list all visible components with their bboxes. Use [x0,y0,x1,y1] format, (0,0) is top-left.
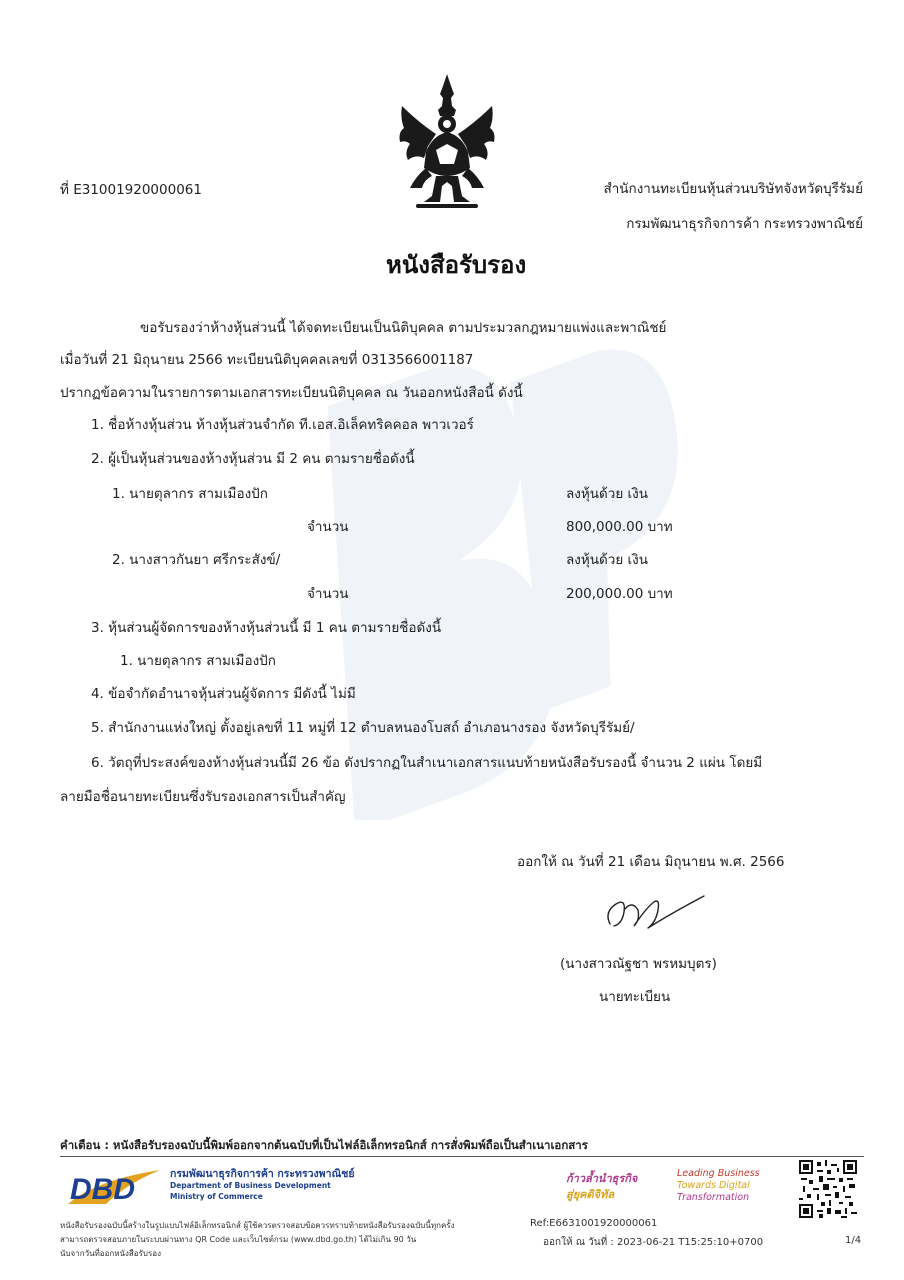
partner-2-amount-label: จำนวน [307,586,349,602]
certification-line-1: ขอรับรองว่าห้างหุ้นส่วนนี้ ได้จดทะเบียนเป็นนิติบุคคล ตามประมวลกฎหมายแพ่งและพาณิชย์ [140,320,667,336]
partner-2-name: 2. นางสาวกันยา ศรีกระสังข์/ [112,552,281,568]
slogan-english-line-1: Leading Business [677,1168,760,1179]
electronic-note-line-3: นับจากวันที่ออกหนังสือรับรอง [60,1249,161,1258]
slogan-thai-line-1: ก้าวล้ำนำธุรกิจ [566,1172,638,1185]
verification-qr-code[interactable] [799,1160,857,1218]
document-number: ที่ E31001920000061 [60,182,202,198]
reference-number: Ref:E6631001920000061 [530,1218,658,1229]
dbd-logo-icon [66,1166,162,1206]
issued-timestamp: ออกให้ ณ วันที่ : 2023-06-21 T15:25:10+0700 [543,1237,764,1248]
item-partnership-name: 1. ชื่อห้างหุ้นส่วน ห้างหุ้นส่วนจำกัด ที.เอส.อิเล็คทริคคอล พาวเวอร์ [91,417,474,433]
garuda-emblem-icon [396,72,498,214]
partner-1-name: 1. นายตุลากร สามเมืองปัก [112,486,268,502]
issue-date: ออกให้ ณ วันที่ 21 เดือน มิถุนายน พ.ศ. 2566 [517,854,785,870]
item-head-office: 5. สำนักงานแห่งใหญ่ ตั้งอยู่เลขที่ 11 หมู่ที่ 12 ตำบลหนองโบสถ์ อำเภอนางรอง จังหวัดบุรีรัมย์/ [91,720,635,736]
item-partners-count: 2. ผู้เป็นหุ้นส่วนของห้างหุ้นส่วน มี 2 คน ตามรายชื่อดังนี้ [91,451,415,467]
registrar-signature [600,888,710,934]
partner-1-amount-label: จำนวน [307,519,349,535]
department-thai-name: กรมพัฒนาธุรกิจการค้า กระทรวงพาณิชย์ [170,1168,355,1180]
item-authority-limits: 4. ข้อจำกัดอำนาจหุ้นส่วนผู้จัดการ มีดังนี้ ไม่มี [91,686,356,702]
slogan-english-line-3: Transformation [677,1192,750,1203]
page-number: 1/4 [845,1235,862,1246]
partner-2-contribution: ลงหุ้นด้วย เงิน [566,552,648,568]
item-managing-partner: 3. หุ้นส่วนผู้จัดการของห้างหุ้นส่วนนี้ มี 1 คน ตามรายชื่อดังนี้ [91,620,442,636]
electronic-note-line-1: หนังสือรับรองฉบับนี้สร้างในรูปแบบไฟล์อิเล็กทรอนิกส์ ผู้ใช้ควรตรวจสอบข้อควรทราบท้ายหนังสือรับรองฉบับนี้ทุกครั้ง [60,1221,455,1230]
document-title: หนังสือรับรอง [386,251,527,279]
logo-text: DBD [70,1173,135,1206]
department-english-name: Department of Business Development [170,1181,331,1190]
ministry-english-name: Ministry of Commerce [170,1192,263,1201]
registrar-title: นายทะเบียน [599,989,671,1005]
item-objectives-line-1: 6. วัตถุที่ประสงค์ของห้างหุ้นส่วนนี้มี 26 ข้อ ดังปรากฏในสำเนาเอกสารแนบท้ายหนังสือรับรองนี้ จำนวน 2 แผ่น โดยมี [91,755,763,771]
registrar-name: (นางสาวณัฐชา พรหมบุตร) [560,956,717,972]
electronic-note-line-2: สามารถตรวจสอบภายในระบบผ่านทาง QR Code และเว็บไซต์กรม (www.dbd.go.th) ได้ไม่เกิน 90 วัน [60,1235,417,1244]
item-objectives-line-2: ลายมือชื่อนายทะเบียนซึ่งรับรองเอกสารเป็นสำคัญ [60,789,346,805]
slogan-english-line-2: Towards Digital [677,1180,750,1191]
partner-1-amount: 800,000.00 บาท [566,519,673,535]
partner-2-amount: 200,000.00 บาท [566,586,673,602]
footer-divider [60,1156,864,1157]
certification-line-3: ปรากฏข้อความในรายการตามเอกสารทะเบียนนิติบุคคล ณ วันออกหนังสือนี้ ดังนี้ [60,385,523,401]
certification-line-2: เมื่อวันที่ 21 มิถุนายน 2566 ทะเบียนนิติบุคคลเลขที่ 0313566001187 [60,352,474,368]
partner-1-contribution: ลงหุ้นด้วย เงิน [566,486,648,502]
dbd-watermark [230,300,750,820]
issuer-department: กรมพัฒนาธุรกิจการค้า กระทรวงพาณิชย์ [626,216,863,232]
copy-warning: คำเตือน : หนังสือรับรองฉบับนี้พิมพ์ออกจากต้นฉบับที่เป็นไฟล์อิเล็กทรอนิกส์ การสั่งพิมพ์ถือเป็นสำเนาเอกสาร [60,1138,588,1152]
issuer-office: สำนักงานทะเบียนหุ้นส่วนบริษัทจังหวัดบุรีรัมย์ [603,181,863,197]
managing-partner-name: 1. นายตุลากร สามเมืองปัก [120,653,276,669]
slogan-thai-line-2: สู่ยุคดิจิทัล [566,1188,615,1201]
